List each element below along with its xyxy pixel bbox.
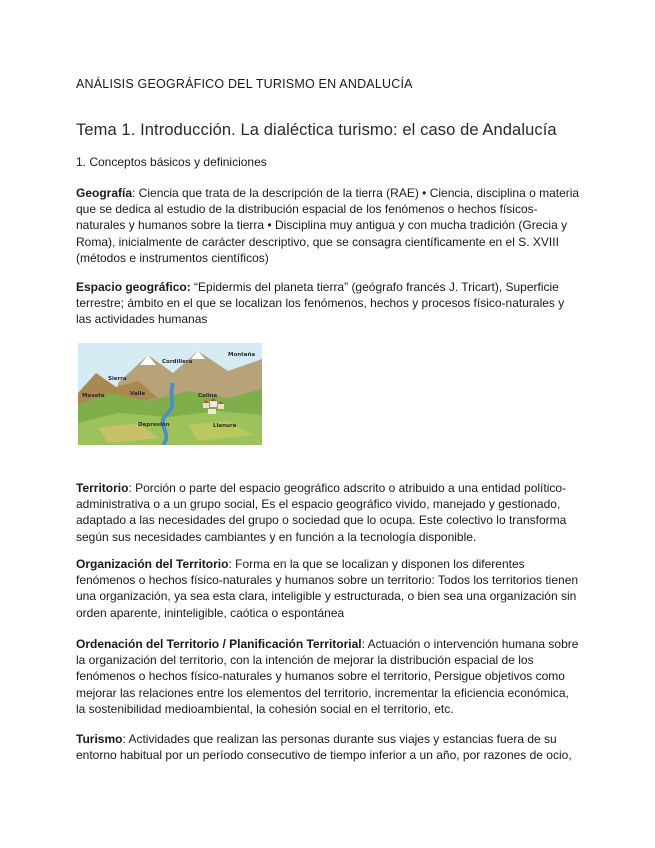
chapter-heading: Tema 1. Introducción. La dialéctica turismo: el caso de Andalucía [76,121,557,139]
label-meseta: Meseta [82,393,105,399]
definition-term: Ordenación del Territorio / Planificación Territorial [76,637,362,651]
landscape-drawing [78,343,262,445]
definition-text: : Forma en la que se localizan y disponen los diferentes fenómenos o hechos físico-naturales y humanos sobre un territorio: Todos los territorios tienen una organización, ya sea esta clara, inteligible y estructurada, o bien sea una organización sin orden aparente, ininteligible, caótica o espontánea [76,557,579,620]
definition-text: “Epidermis del planeta tierra” (geógrafo francés J. Tricart), Superficie terrestre; ámbito en el que se localizan los fenómenos, hechos y procesos físico-naturales y las actividades humanas [76,280,565,327]
definition-term: Territorio [76,481,129,495]
definition-turismo [76,731,581,763]
label-sierra: Sierra [108,376,127,382]
definition-term: Espacio geográfico: [76,280,191,294]
definition-espacio-geografico [76,279,581,328]
definition-organizacion-territorio [76,556,581,621]
definition-text: : Ciencia que trata de la descripción de la tierra (RAE) • Ciencia, disciplina o materia que se dedica al estudio de la distribución espacial de los fenómenos o hechos físicos-naturales y humanos sobre la tierra • Disciplina muy antigua y con mucha tradición (Grecia y Roma), inicialmente de carácter descriptivo, que se consagra científicamente en el S. XVIII (métodos e instrumentos científicos) [76,186,580,265]
definition-ordenacion-territorio [76,636,581,717]
label-depresion: Depresión [138,422,170,428]
definition-term: Organización del Territorio [76,557,229,571]
label-cordillera: Cordillera [162,359,193,365]
label-colina: Colina [198,393,218,399]
definition-term: Geografía [76,186,133,200]
label-valle: Valle [130,391,146,397]
definition-territorio [76,480,581,545]
landscape-illustration [78,343,262,445]
document-title: ANÁLISIS GEOGRÁFICO DEL TURISMO EN ANDALUCÍA [76,77,413,91]
definition-term: Turismo [76,732,123,746]
definition-geografia [76,185,581,266]
definition-text: : Actividades que realizan las personas durante sus viajes y estancias fuera de su entorno habitual por un período consecutivo de tiempo inferior a un año, por razones de ocio, [76,732,572,763]
definition-text: : Actuación o intervención humana sobre la organización del territorio, con la intención de mejorar la distribución espacial de los fenómenos o hechos físico-naturales y humanos sobre el territorio, Persigue objetivos como mejorar las relaciones entre los elementos del territorio, incrementar la eficiencia económica, la sostenibilidad medioambiental, la cohesión social en el territorio, etc. [76,637,579,716]
label-llanura: Llanura [213,423,237,429]
definition-text: : Porción o parte del espacio geográfico adscrito o atribuido a una entidad político-administrativa o a un grupo social, Es el espacio geográfico vivido, manejado y gestionado, adaptado a las necesidades del grupo o sociedad que lo ocupa. Este colectivo lo transforma según sus necesidades cambiantes y en función a la tecnología disponible. [76,481,567,544]
section-heading: 1. Conceptos básicos y definiciones [76,155,267,169]
label-montana: Montaña [228,352,256,358]
